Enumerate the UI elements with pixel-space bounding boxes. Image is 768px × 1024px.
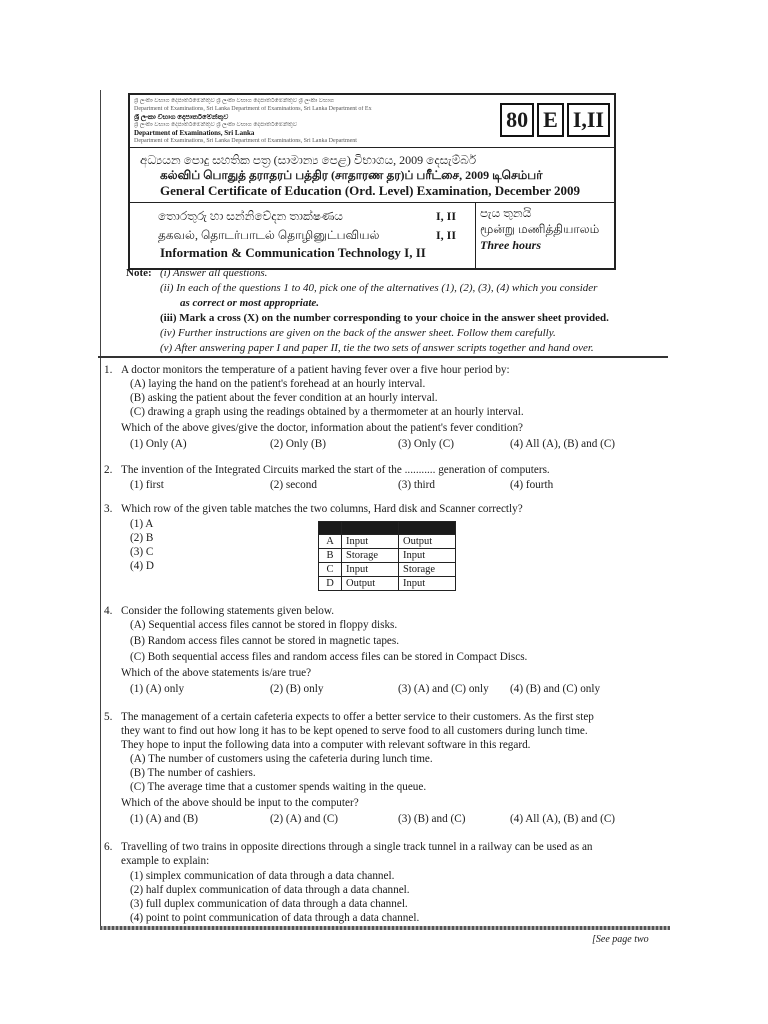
answer-option: (1) A bbox=[130, 518, 154, 530]
answer-option: (4) All (A), (B) and (C) bbox=[510, 438, 616, 450]
scanner-cell: Output bbox=[399, 535, 456, 549]
exam-title-si: අධ්‍යයන පොදු සහතික පත්‍ර (සාමාන්‍ය පෙළ) විභාගය, 2009 දෙසැම්බර් bbox=[140, 153, 477, 167]
subject-si-paper: I, II bbox=[436, 209, 457, 223]
answer-option: (4) All (A), (B) and (C) bbox=[510, 813, 616, 825]
table-row bbox=[319, 563, 456, 577]
statement: (B) asking the patient about the fever condition at an hourly interval. bbox=[130, 392, 438, 404]
row-key: A bbox=[319, 535, 342, 549]
duration-block bbox=[480, 205, 610, 253]
subject-ta-row bbox=[158, 228, 457, 244]
duration-si: පැය තුනයි bbox=[480, 206, 532, 220]
answer-option: (3) C bbox=[130, 546, 154, 558]
question-number: 6. bbox=[104, 841, 113, 853]
answer-option: (3) third bbox=[398, 479, 435, 491]
answer-option: (1) first bbox=[130, 479, 164, 491]
statement: (C) drawing a graph using the readings obtained by a thermometer at an hourly interval. bbox=[130, 406, 524, 418]
answer-option: (2) Only (B) bbox=[270, 438, 326, 450]
question-prompt: Which of the above gives/give the doctor, information about the patient's fever condition? bbox=[121, 422, 524, 434]
table-row bbox=[319, 577, 456, 591]
note-item: (iii) Mark a cross (X) on the number corresponding to your choice in the answer sheet provided. bbox=[160, 312, 609, 324]
see-page-note: [See page two bbox=[592, 934, 649, 945]
note-item: (iv) Further instructions are given on the back of the answer sheet. Follow them carefully. bbox=[160, 327, 556, 339]
row-key: D bbox=[319, 577, 342, 591]
watermark-line: ශ්‍රී ලංකා විභාග දෙපාර්තමේන්තුව ශ්‍රී ලංකා විභාග දෙපාර්තමේන්තුව bbox=[134, 122, 298, 128]
question-stem: they want to find out how long it has to be kept opened to serve food to all customers during lunch time. bbox=[121, 725, 588, 737]
subject-en: Information & Communication Technology I, II bbox=[160, 245, 426, 260]
hard-disk-cell: Storage bbox=[342, 549, 399, 563]
question-number: 4. bbox=[104, 605, 113, 617]
duration-en: Three hours bbox=[480, 238, 542, 252]
question-stem: The management of a certain cafeteria expects to offer a better service to their customers. As the first step bbox=[121, 711, 594, 723]
department-banner bbox=[130, 95, 614, 148]
exam-title-en: General Certificate of Education (Ord. Level) Examination, December 2009 bbox=[160, 183, 581, 198]
answer-option: (1) simplex communication of data through a data channel. bbox=[130, 870, 395, 882]
answer-option: (3) (A) and (C) only bbox=[398, 683, 489, 695]
note-item: (ii) In each of the questions 1 to 40, pick one of the alternatives (1), (2), (3), (4) which you consider bbox=[160, 282, 598, 294]
note-item: (v) After answering paper I and paper II, tie the two sets of answer scripts together and hand over. bbox=[160, 342, 594, 354]
department-name-si: ශ්‍රී ලංකා විභාග දෙපාර්තමේන්තුව bbox=[134, 114, 229, 121]
question-number: 2. bbox=[104, 464, 113, 476]
answer-option: (4) point to point communication of data through a data channel. bbox=[130, 912, 420, 924]
row-key: B bbox=[319, 549, 342, 563]
question-stem: They hope to input the following data into a computer with relevant software in this regard. bbox=[121, 739, 531, 751]
answer-option: (3) Only (C) bbox=[398, 438, 454, 450]
duration-ta: மூன்று மணித்தியாலம் bbox=[480, 222, 600, 236]
note-label: Note: bbox=[126, 267, 152, 279]
statement: (A) Sequential access files cannot be stored in floppy disks. bbox=[130, 619, 398, 631]
answer-option: (2) (A) and (C) bbox=[270, 813, 339, 825]
paper-code-medium: E bbox=[537, 103, 564, 137]
question-number: 1. bbox=[104, 364, 113, 376]
exam-header-box bbox=[128, 93, 616, 270]
paper-code-number: 80 bbox=[500, 103, 534, 137]
statement: (A) The number of customers using the cafeteria during lunch time. bbox=[130, 753, 433, 765]
statement: (B) The number of cashiers. bbox=[130, 767, 256, 779]
row-key: C bbox=[319, 563, 342, 577]
table-row bbox=[319, 549, 456, 563]
answer-option: (1) (A) only bbox=[130, 683, 185, 695]
hard-disk-cell: Input bbox=[342, 535, 399, 549]
table-header-row bbox=[319, 522, 456, 535]
statement: (B) Random access files cannot be stored in magnetic tapes. bbox=[130, 635, 400, 647]
answer-option: (4) (B) and (C) only bbox=[510, 683, 601, 695]
watermark-line: ශ්‍රී ලංකා විභාග දෙපාර්තමේන්තුව ශ්‍රී ලංකා විභාග දෙපාර්තමේන්තුව ශ්‍රී ලංකා විභාග bbox=[134, 98, 335, 104]
answer-option: (2) second bbox=[270, 479, 317, 491]
note-item: as correct or most appropriate. bbox=[180, 297, 320, 309]
question-stem: Which row of the given table matches the two columns, Hard disk and Scanner correctly? bbox=[121, 503, 523, 515]
watermark-line: Department of Examinations, Sri Lanka Department of Examinations, Sri Lanka Department bbox=[134, 138, 357, 144]
paper-code-parts: I,II bbox=[567, 103, 610, 137]
subject-block bbox=[130, 203, 476, 269]
answer-option: (2) half duplex communication of data through a data channel. bbox=[130, 884, 410, 896]
hard-disk-cell: Output bbox=[342, 577, 399, 591]
table-row bbox=[319, 535, 456, 549]
answer-option: (1) (A) and (B) bbox=[130, 813, 199, 825]
statement: (C) The average time that a customer spends waiting in the queue. bbox=[130, 781, 427, 793]
question-stem: Travelling of two trains in opposite directions through a single track tunnel in a railway can be used as an bbox=[121, 841, 593, 853]
section-divider bbox=[98, 356, 668, 358]
watermark-line: Department of Examinations, Sri Lanka Department of Examinations, Sri Lanka Department of Ex bbox=[134, 106, 372, 112]
statement: (A) laying the hand on the patient's forehead at an hourly interval. bbox=[130, 378, 426, 390]
question-prompt: Which of the above statements is/are true? bbox=[121, 667, 312, 679]
question-stem: The invention of the Integrated Circuits marked the start of the ........... generation of computers. bbox=[121, 464, 550, 476]
scanner-cell: Input bbox=[399, 577, 456, 591]
answer-option: (3) full duplex communication of data through a data channel. bbox=[130, 898, 408, 910]
scanner-cell: Storage bbox=[399, 563, 456, 577]
question-number: 5. bbox=[104, 711, 113, 723]
exam-title-ta: கல்விப் பொதுத் தராதரப் பத்திர (சாதாரண தர)ப் பரீட்சை, 2009 டிசெம்பர் bbox=[160, 168, 543, 182]
question-stem: example to explain: bbox=[121, 855, 210, 867]
device-table bbox=[318, 521, 456, 591]
subject-si: තොරතුරු හා සන්නිවේදන තාක්ෂණය bbox=[158, 209, 343, 223]
question-stem: Consider the following statements given below. bbox=[121, 605, 335, 617]
answer-option: (4) fourth bbox=[510, 479, 554, 491]
footer-rule bbox=[100, 926, 670, 930]
answer-option: (1) Only (A) bbox=[130, 438, 187, 450]
question-stem: A doctor monitors the temperature of a patient having fever over a five hour period by: bbox=[121, 364, 510, 376]
statement: (C) Both sequential access files and random access files can be stored in Compact Discs. bbox=[130, 651, 528, 663]
subject-si-row bbox=[158, 209, 457, 224]
subject-ta-paper: I, II bbox=[436, 228, 457, 242]
left-margin-rule bbox=[100, 90, 101, 930]
subject-ta: தகவல், தொடர்பாடல் தொழினுட்பவியல் bbox=[158, 228, 380, 242]
answer-option: (3) (B) and (C) bbox=[398, 813, 466, 825]
question-number: 3. bbox=[104, 503, 113, 515]
scanner-cell: Input bbox=[399, 549, 456, 563]
question-prompt: Which of the above should be input to the computer? bbox=[121, 797, 359, 809]
answer-option: (4) D bbox=[130, 560, 154, 572]
note-item: (i) Answer all questions. bbox=[160, 267, 268, 279]
answer-option: (2) (B) only bbox=[270, 683, 324, 695]
department-name-en: Department of Examinations, Sri Lanka bbox=[134, 130, 255, 137]
hard-disk-cell: Input bbox=[342, 563, 399, 577]
answer-option: (2) B bbox=[130, 532, 154, 544]
paper-code bbox=[500, 103, 610, 137]
